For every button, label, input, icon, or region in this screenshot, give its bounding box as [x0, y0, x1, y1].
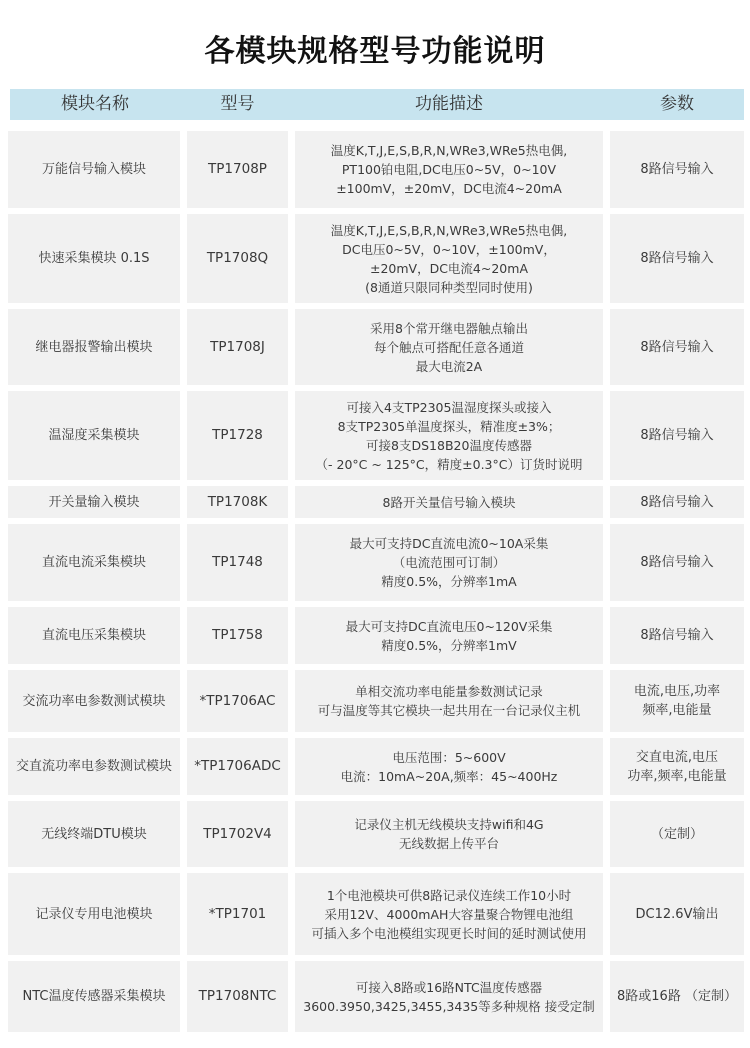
description-cell: [295, 961, 603, 1032]
module-name-text: 万能信号输入模块: [41, 162, 146, 177]
module-name-cell: [8, 801, 180, 867]
model-cell: [187, 524, 288, 601]
module-name-cell: [8, 738, 180, 795]
model-text: TP1708K: [207, 493, 268, 510]
parameter-line: （定制）: [650, 826, 703, 842]
parameter-cell: [610, 391, 744, 480]
description-cell: [295, 214, 603, 303]
description-line: 单相交流功率电能量参数测试记录: [355, 684, 543, 699]
description-line: 温度K,T,J,E,S,B,R,N,WRe3,WRe5热电偶,: [330, 222, 568, 238]
module-name-cell: [8, 524, 180, 601]
parameter-line: 8路信号输入: [640, 339, 714, 355]
model-text: TP1708Q: [206, 250, 269, 266]
description-line: 最大电流2A: [415, 358, 483, 374]
description-line: 精度0.5%，分辨率1mA: [381, 574, 517, 589]
model-cell: [187, 607, 288, 664]
module-name-text: 直流电流采集模块: [41, 555, 146, 570]
module-name-text: 直流电压采集模块: [41, 628, 146, 643]
description-cell: [295, 738, 603, 795]
parameter-line: 频率,电能量: [642, 703, 712, 718]
description-line: 电流：10mA~20A,频率：45~400Hz: [340, 768, 558, 784]
model-text: TP1708P: [208, 161, 267, 177]
parameter-line: 8路或16路 （定制）: [617, 989, 737, 1004]
description-line: 精度0.5%，分辨率1mV: [381, 637, 517, 653]
description-line: 可接8支DS18B20温度传感器: [366, 437, 532, 453]
parameter-line: 电流,电压,功率: [633, 684, 721, 699]
description-line: （- 20°C ~ 125°C，精度±0.3°C）订货时说明: [315, 456, 583, 472]
description-line: PT100铂电阻,DC电压0~5V，0~10V: [341, 162, 557, 177]
parameter-cell: [610, 738, 744, 795]
description-line: DC电压0~5V，0~10V，±100mV，: [342, 241, 556, 257]
model-text: TP1728: [212, 427, 263, 443]
parameter-cell: [610, 607, 744, 664]
parameter-line: 8路信号输入: [640, 428, 714, 443]
module-name-text: 快速采集模块 0.1S: [38, 251, 150, 266]
model-text: *TP1706ADC: [194, 758, 281, 774]
module-name-cell: [8, 607, 180, 664]
description-line: 每个触点可搭配任意各通道: [373, 339, 524, 355]
parameter-line: 交直电流,电压: [635, 749, 719, 765]
module-name-cell: [8, 961, 180, 1032]
model-text: TP1708NTC: [198, 988, 277, 1004]
description-line: 8路开关量信号输入模块: [382, 494, 516, 510]
page-title: 各模块规格型号功能说明: [204, 34, 546, 69]
model-text: TP1758: [212, 627, 263, 643]
parameter-cell: [610, 873, 744, 955]
model-cell: [187, 961, 288, 1032]
description-cell: [295, 607, 603, 664]
module-name-text: NTC温度传感器采集模块: [22, 989, 166, 1004]
module-name-text: 继电器报警输出模块: [35, 339, 153, 355]
description-cell: [295, 670, 603, 732]
model-text: TP1708J: [210, 338, 265, 355]
description-cell: [295, 801, 603, 867]
description-line: 采用12V、4000mAH大容量聚合物锂电池组: [324, 906, 574, 922]
description-line: 温度K,T,J,E,S,B,R,N,WRe3,WRe5热电偶,: [330, 143, 568, 158]
description-line: 记录仪主机无线模块支持wifi和4G: [354, 817, 544, 832]
parameter-line: 8路信号输入: [640, 251, 714, 266]
model-text: TP1748: [212, 554, 263, 570]
description-cell: [295, 391, 603, 480]
description-line: 电压范围：5~600V: [392, 749, 506, 765]
module-name-cell: [8, 391, 180, 480]
model-cell: [187, 214, 288, 303]
description-line: 采用8个常开继电器触点输出: [370, 320, 528, 336]
parameter-cell: [610, 524, 744, 601]
parameter-line: 8路信号输入: [640, 628, 714, 643]
module-name-cell: [8, 309, 180, 385]
model-cell: [187, 670, 288, 732]
module-name-text: 无线终端DTU模块: [41, 826, 147, 842]
parameter-cell: [610, 801, 744, 867]
header-model: 型号: [220, 94, 255, 114]
parameter-cell: [610, 131, 744, 208]
parameter-line: 功率,频率,电能量: [627, 768, 727, 784]
parameter-line: DC12.6V输出: [635, 906, 719, 922]
description-line: 可接入4支TP2305温湿度探头或接入: [346, 399, 552, 415]
description-cell: [295, 309, 603, 385]
model-cell: [187, 309, 288, 385]
description-line: 可插入多个电池模组实现更长时间的延时测试使用: [311, 925, 587, 941]
description-line: ±20mV，DC电流4~20mA: [369, 260, 528, 276]
header-params: 参数: [660, 94, 694, 114]
model-cell: [187, 391, 288, 480]
parameter-cell: [610, 961, 744, 1032]
description-line: 1个电池模块可供8路记录仪连续工作10小时: [326, 887, 572, 903]
module-name-cell: [8, 670, 180, 732]
parameter-cell: [610, 309, 744, 385]
description-line: （电流范围可订制）: [392, 555, 506, 570]
header-module-name: 模块名称: [61, 94, 129, 114]
model-cell: [187, 873, 288, 955]
module-name-text: 交直流功率电参数测试模块: [15, 759, 172, 774]
description-line: 8支TP2305单温度探头，精准度±3%；: [337, 418, 561, 434]
module-name-text: 开关量输入模块: [48, 494, 140, 510]
module-name-text: 记录仪专用电池模块: [35, 906, 153, 922]
description-cell: [295, 524, 603, 601]
description-line: 最大可支持DC直流电流0~10A采集: [349, 536, 549, 551]
description-line: 可与温度等其它模块一起共用在一台记录仪主机: [317, 703, 581, 718]
description-line: (8通道只限同种类型同时使用): [365, 279, 533, 295]
parameter-line: 8路信号输入: [640, 162, 714, 177]
description-cell: [295, 131, 603, 208]
parameter-cell: [610, 214, 744, 303]
model-cell: [187, 738, 288, 795]
parameter-cell: [610, 670, 744, 732]
header-function-desc: 功能描述: [415, 94, 483, 114]
model-cell: [187, 131, 288, 208]
module-name-cell: [8, 486, 180, 518]
module-name-cell: [8, 214, 180, 303]
module-name-text: 交流功率电参数测试模块: [22, 693, 166, 709]
model-text: *TP1706AC: [199, 692, 276, 709]
parameter-cell: [610, 486, 744, 518]
model-cell: [187, 486, 288, 518]
module-name-cell: [8, 131, 180, 208]
parameter-line: 8路信号输入: [640, 555, 714, 570]
description-cell: [295, 873, 603, 955]
module-name-text: 温湿度采集模块: [48, 428, 140, 443]
model-text: *TP1701: [208, 905, 267, 922]
description-line: 最大可支持DC直流电压0~120V采集: [345, 618, 553, 634]
description-line: 可接入8路或16路NTC温度传感器: [355, 979, 543, 995]
description-line: 无线数据上传平台: [398, 836, 499, 851]
model-cell: [187, 801, 288, 867]
parameter-line: 8路信号输入: [640, 494, 714, 510]
module-name-cell: [8, 873, 180, 955]
model-text: TP1702V4: [203, 825, 272, 842]
description-line: ±100mV，±20mV，DC电流4~20mA: [336, 181, 562, 196]
description-line: 3600.3950,3425,3455,3435等多种规格 接受定制: [303, 998, 595, 1014]
description-cell: [295, 486, 603, 518]
